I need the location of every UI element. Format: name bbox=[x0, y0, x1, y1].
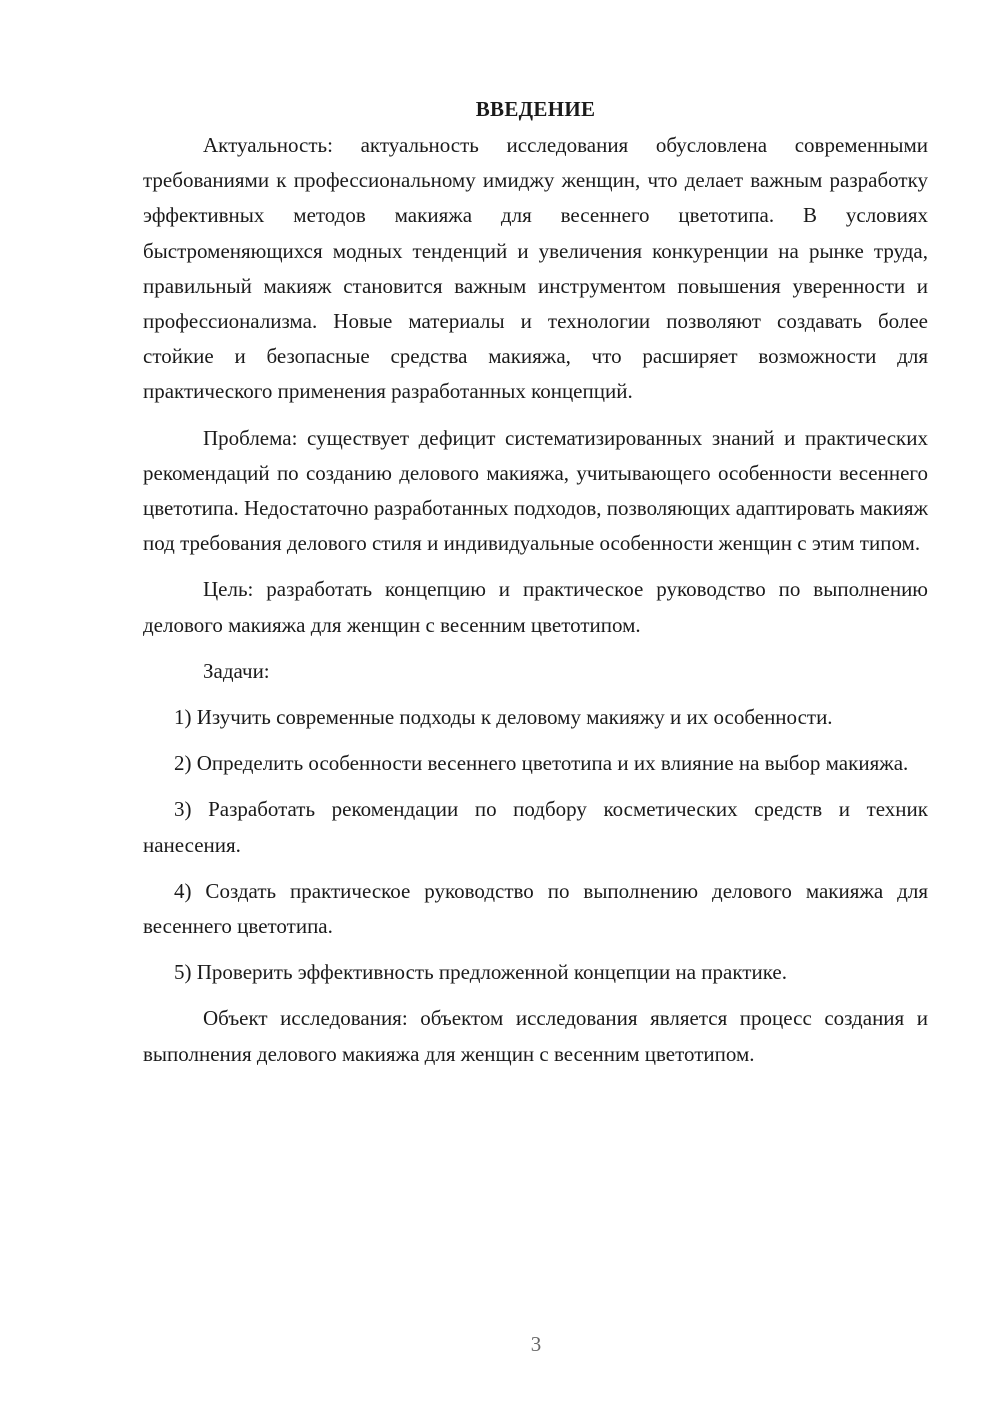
paragraph-relevance: Актуальность: актуальность исследования обусловлена современными требованиями к профессиональному имиджу женщин, что делает важным разработку эффективных методов макияжа для весеннего цветотипа. В условиях быстроменяющихся модных тенденций и увеличения конкуренции на рынке труда, правильный макияж становится важным инструментом повышения уверенности и профессионализма. Новые материалы и технологии позволяют создавать более стойкие и безопасные средства макияжа, что расширяет возможности для практического применения разработанных концепций. bbox=[143, 133, 928, 404]
task-item: 3) Разработать рекомендации по подбору косметических средств и техник нанесения. bbox=[143, 797, 928, 857]
page-number: 3 bbox=[530, 1332, 542, 1356]
task-item: 2) Определить особенности весеннего цветотипа и их влияние на выбор макияжа. bbox=[174, 751, 909, 776]
section-heading: ВВЕДЕНИЕ bbox=[475, 97, 596, 121]
tasks-heading: Задачи: bbox=[203, 658, 270, 683]
paragraph-goal: Цель: разработать концепцию и практическое руководство по выполнению делового макияжа для женщин с весенним цветотипом. bbox=[143, 577, 928, 637]
task-item: 1) Изучить современные подходы к деловому макияжу и их особенности. bbox=[174, 705, 833, 730]
paragraph-object: Объект исследования: объектом исследования является процесс создания и выполнения делового макияжа для женщин с весенним цветотипом. bbox=[143, 1006, 928, 1066]
paragraph-problem: Проблема: существует дефицит систематизированных знаний и практических рекомендаций по созданию делового макияжа, учитывающего особенности весеннего цветотипа. Недостаточно разработанных подходов, позволяющих адаптировать макияж под требования делового стиля и индивидуальные особенности женщин с этим типом. bbox=[143, 425, 928, 556]
document-page bbox=[143, 94, 928, 1083]
task-item: 5) Проверить эффективность предложенной концепции на практике. bbox=[174, 960, 787, 985]
task-item: 4) Создать практическое руководство по выполнению делового макияжа для весеннего цветотипа. bbox=[143, 878, 928, 939]
